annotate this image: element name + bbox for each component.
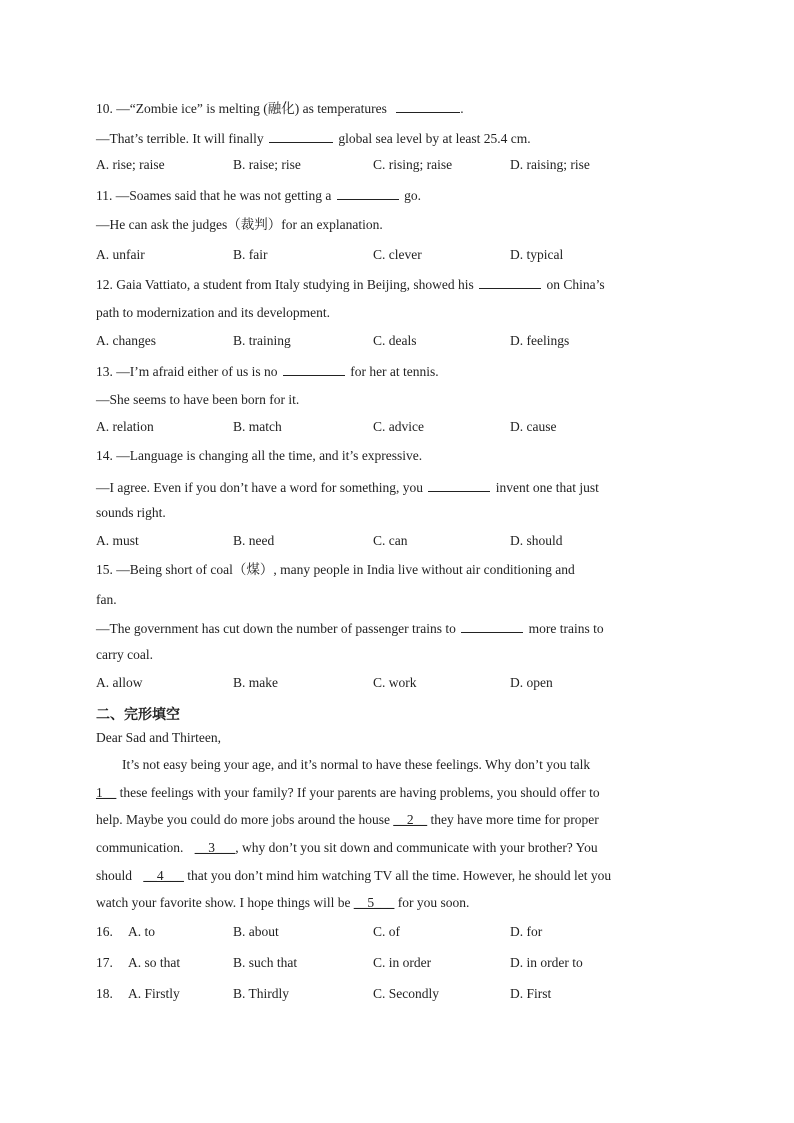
q13-option-a: A. relation	[96, 419, 154, 434]
q10-blank-2	[269, 128, 333, 143]
q18-option-a: A. Firstly	[128, 986, 180, 1001]
passage-line-2	[96, 784, 700, 802]
q14-option-b: B. need	[233, 533, 275, 548]
passage-line-6-pre: watch your favorite show. I hope things will be	[96, 895, 351, 910]
q12-option-c: C. deals	[373, 333, 417, 348]
q12-option-d: D. feelings	[510, 333, 570, 348]
passage-line-5-pre: should	[96, 868, 133, 883]
q13-option-b: B. match	[233, 419, 282, 434]
cloze-blank-3: __3___	[194, 840, 236, 855]
q11-option-a: A. unfair	[96, 247, 145, 262]
q15-stem-line4: carry coal.	[96, 647, 153, 662]
q10-stem-line2	[96, 128, 700, 146]
q10-option-d: D. raising; rise	[510, 157, 590, 172]
q10-stem-line1	[96, 98, 700, 116]
q10-stem-b-post: global sea level by at least 25.4 cm.	[338, 131, 531, 146]
q15-option-d: D. open	[510, 675, 553, 690]
passage-line-2-text: these feelings with your family? If your parents are having problems, you should offer to	[119, 785, 600, 800]
q15-stem-line2: fan.	[96, 592, 117, 607]
q15-stem-c-pre: —The government has cut down the number of passenger trains to	[96, 621, 456, 636]
q13-stem-line2: —She seems to have been born for it.	[96, 392, 300, 407]
q18-number: 18.	[96, 986, 113, 1001]
q16-number: 16.	[96, 924, 113, 939]
passage-line-6	[96, 894, 700, 912]
q12-stem-line1	[96, 274, 700, 292]
q15-option-b: B. make	[233, 675, 278, 690]
passage-line-6-post: for you soon.	[397, 895, 470, 910]
q14-stem-b-post: invent one that just	[495, 480, 599, 495]
q17-option-d: D. in order to	[510, 955, 583, 970]
q13-stem-line1	[96, 361, 700, 379]
cloze-blank-1: 1__	[96, 785, 117, 800]
q13-stem-a-pre: 13. —I’m afraid either of us is no	[96, 364, 278, 379]
q14-blank	[428, 477, 490, 492]
q11-option-b: B. fair	[233, 247, 268, 262]
q15-blank	[461, 618, 523, 633]
q14-stem-line2	[96, 477, 700, 495]
q12-stem-a-pre: 12. Gaia Vattiato, a student from Italy studying in Beijing, showed his	[96, 277, 474, 292]
q14-option-c: C. can	[373, 533, 408, 548]
q17-option-c: C. in order	[373, 955, 432, 970]
q18-option-b: B. Thirdly	[233, 986, 290, 1001]
q15-stem-line3	[96, 618, 700, 636]
cloze-blank-2: __2__	[393, 812, 428, 827]
q10-stem-b-pre: —That’s terrible. It will finally	[96, 131, 264, 146]
q12-option-a: A. changes	[96, 333, 156, 348]
q16-option-c: C. of	[373, 924, 400, 939]
q11-stem-line1	[96, 185, 700, 203]
q10-stem-a: 10. —“Zombie ice” is melting (融化) as temperatures	[96, 101, 387, 116]
q16-option-d: D. for	[510, 924, 543, 939]
passage-line-3-post: they have more time for proper	[430, 812, 599, 827]
q17-option-b: B. such that	[233, 955, 298, 970]
q14-stem-line1: 14. —Language is changing all the time, and it’s expressive.	[96, 448, 423, 463]
q15-stem-c-post: more trains to	[528, 621, 604, 636]
passage-line-3	[96, 811, 700, 829]
q14-option-a: A. must	[96, 533, 139, 548]
cloze-blank-4: __4___	[143, 868, 184, 883]
q10-blank	[396, 98, 460, 113]
q12-stem-line2: path to modernization and its development.	[96, 305, 330, 320]
q13-blank	[283, 361, 345, 376]
section-title: 二、完形填空	[96, 707, 180, 723]
passage-line-4	[96, 839, 700, 857]
q12-blank	[479, 274, 541, 289]
cloze-blank-5: __5___	[353, 895, 395, 910]
letter-salutation: Dear Sad and Thirteen,	[96, 730, 221, 745]
q15-stem-line1: 15. —Being short of coal（煤）, many people in India live without air conditioning and	[96, 562, 575, 577]
q13-option-c: C. advice	[373, 419, 424, 434]
q18-option-d: D. First	[510, 986, 552, 1001]
passage-line-3-pre: help. Maybe you could do more jobs around the house	[96, 812, 390, 827]
passage-line-4-post: , why don’t you sit down and communicate with your brother? You	[235, 840, 598, 855]
q18-option-c: C. Secondly	[373, 986, 439, 1001]
q10-option-a: A. rise; raise	[96, 157, 165, 172]
q10-option-b: B. raise; rise	[233, 157, 301, 172]
q12-option-b: B. training	[233, 333, 291, 348]
q10-option-c: C. rising; raise	[373, 157, 453, 172]
q11-option-d: D. typical	[510, 247, 564, 262]
q15-option-c: C. work	[373, 675, 417, 690]
q11-blank	[337, 185, 399, 200]
q14-option-d: D. should	[510, 533, 563, 548]
q16-option-b: B. about	[233, 924, 279, 939]
q13-option-d: D. cause	[510, 419, 557, 434]
passage-line-4-pre: communication.	[96, 840, 184, 855]
passage-line-1: It’s not easy being your age, and it’s normal to have these feelings. Why don’t you talk	[122, 757, 591, 772]
passage-line-5	[96, 867, 700, 885]
q16-option-a: A. to	[128, 924, 155, 939]
q17-option-a: A. so that	[128, 955, 181, 970]
q11-stem-line2: —He can ask the judges（裁判）for an explanation.	[96, 217, 383, 232]
q15-option-a: A. allow	[96, 675, 143, 690]
q17-number: 17.	[96, 955, 113, 970]
passage-line-5-post: that you don’t mind him watching TV all the time. However, he should let you	[187, 868, 612, 883]
q14-stem-b-pre: —I agree. Even if you don’t have a word for something, you	[96, 480, 424, 495]
q14-stem-line3: sounds right.	[96, 505, 166, 520]
q11-option-c: C. clever	[373, 247, 422, 262]
q10-stem-end: .	[460, 101, 464, 116]
q11-stem-a-pre: 11. —Soames said that he was not getting a	[96, 188, 332, 203]
q13-stem-a-post: for her at tennis.	[350, 364, 439, 379]
q12-stem-a-post: on China’s	[546, 277, 605, 292]
q11-stem-a-post: go.	[404, 188, 421, 203]
